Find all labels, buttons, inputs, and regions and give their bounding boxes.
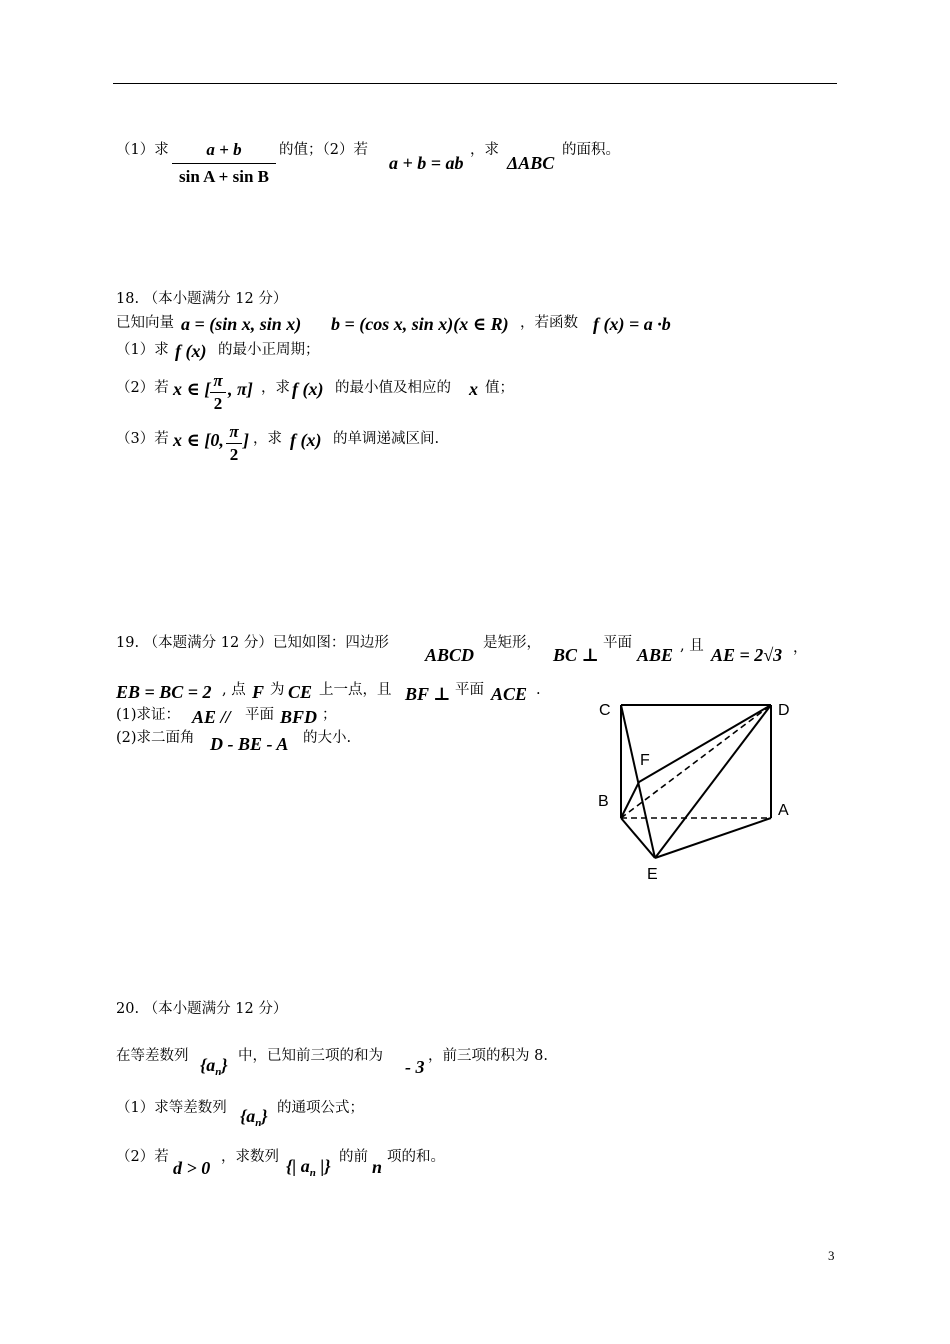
q20-p2-end: 项的和。 (387, 1149, 445, 1165)
q18-p2-f: f (x) (292, 379, 324, 399)
q19-p1-bfd: BFD (280, 707, 318, 727)
q20-p1-seq-a: {a (240, 1106, 256, 1126)
q18-p2-mid: ，求 (261, 380, 290, 396)
edge-fd (639, 705, 771, 782)
q20-p1-seq (240, 1107, 268, 1129)
q20-neg3: - 3 (405, 1057, 425, 1077)
q18-vector-b: b = (cos x, sin x)(x ∈ R) (331, 314, 509, 334)
q19-p1-prefix: (1)求证： (116, 707, 181, 723)
q19-p1-ae: AE // (192, 707, 231, 727)
edge-ce (621, 705, 655, 858)
q18-heading: 18. （本小题满分 12 分） (116, 291, 288, 307)
q19-p2-angle: D - BE - A (210, 734, 289, 754)
q20-abs-seq-close: |} (315, 1156, 331, 1176)
q19-plane-word: 平面 (603, 635, 632, 651)
q19-p1-end: ； (322, 707, 337, 723)
q18-vector-a: a = (sin x, sin x) (181, 314, 302, 334)
q20-p2-prefix: （2）若 (116, 1149, 169, 1165)
q20-p1-seq-close: } (261, 1106, 268, 1126)
edge-de (655, 705, 771, 858)
q20-cond: d > 0 (173, 1158, 211, 1178)
q19-on-word: 为 (270, 682, 285, 698)
q18-p3-prefix: （3）若 (116, 431, 169, 447)
q18-p2-end: 值； (485, 380, 514, 396)
q19-bc-perp: BC ⊥ (553, 645, 599, 665)
edge-ae (655, 818, 771, 858)
q19-ae-comma: ， (793, 640, 808, 656)
q19-p2-prefix: (2)求二面角 (116, 730, 195, 746)
q20-p2-text: 的前 (339, 1149, 368, 1165)
q18-p3-two: 2 (229, 445, 239, 464)
q18-p2-prefix: （2）若 (116, 380, 169, 396)
q19-p2-end: 的大小. (303, 730, 352, 746)
q19-abcd: ABCD (425, 645, 475, 665)
label-f: F (640, 752, 650, 769)
q19-ace: ACE (491, 684, 528, 704)
q19-is-rect: 是矩形， (483, 635, 541, 651)
q20-n-var: n (372, 1157, 383, 1177)
q17-part1-prefix: （1）求 (116, 142, 169, 158)
q19-abe: ABE (637, 645, 674, 665)
q20-p1-seq-sub: n (255, 1117, 262, 1129)
q17-frac-num: a + b (206, 140, 242, 159)
q20-abs-seq-a: {| a (286, 1156, 310, 1176)
q18-intro-mid: ，若函数 (520, 315, 578, 331)
q20-p1-end: 的通项公式； (277, 1100, 364, 1116)
q20-seq (200, 1056, 228, 1078)
page-number: 3 (828, 1248, 835, 1263)
q18-p3-close: ] (243, 430, 249, 450)
q19-bf-perp: BF ⊥ (405, 684, 451, 704)
q20-abs-seq-sub: n (309, 1167, 316, 1179)
q19-f-var: F (252, 682, 265, 702)
q20-seq-close: } (221, 1055, 228, 1075)
edge-bf (621, 782, 639, 818)
q20-seq-sub: n (215, 1066, 222, 1078)
q19-p1-plane: 平面 (245, 707, 274, 723)
q19-ae: AE = 2√3 (711, 645, 783, 665)
q18-p2-xvar: x (469, 379, 478, 399)
q19-point-word: , 点 (222, 682, 246, 698)
q19-plane-word2: 平面 (455, 682, 484, 698)
q18-p3-mid: ，求 (253, 431, 282, 447)
q18-p2-tail: , π] (228, 379, 253, 399)
label-c: C (599, 702, 611, 719)
q20-intro-end: ，前三项的积为 8. (428, 1048, 548, 1064)
q19-and-word: , 且 (680, 638, 704, 654)
q19-ce: CE (288, 682, 313, 702)
q18-p1-prefix: （1）求 (116, 342, 169, 358)
q18-p3-end: 的单调递减区间. (333, 431, 440, 447)
q18-intro-prefix: 已知向量 (116, 315, 174, 331)
q20-seq-a: {a (200, 1055, 216, 1075)
q17-ask: ，求 (470, 142, 499, 158)
q20-abs-seq (286, 1157, 331, 1179)
q17-frac-den: sin A + sin B (178, 167, 269, 186)
q19-eb-bc: EB = BC = 2 (116, 682, 212, 702)
q17-triangle: ΔABC (507, 153, 555, 173)
q18-p2-text: 的最小值及相应的 (335, 380, 451, 396)
q18-p1-suffix: 的最小正周期； (218, 342, 320, 358)
q18-p2-two: 2 (213, 394, 223, 413)
q17-area-text: 的面积。 (562, 142, 620, 158)
q20-p2-mid: ，求数列 (221, 1149, 279, 1165)
q18-p1-f: f (x) (175, 341, 207, 361)
label-a: A (778, 802, 789, 819)
label-e: E (647, 866, 658, 883)
q18-p3-x: x ∈ [0, (173, 430, 224, 450)
q18-p3-pi: π (229, 422, 239, 441)
q20-heading: 20. （本小题满分 12 分） (116, 1001, 288, 1017)
q17-condition: a + b = ab (389, 153, 464, 173)
label-d: D (778, 702, 790, 719)
q18-p2-pi: π (213, 371, 223, 390)
q20-intro-prefix: 在等差数列 (116, 1048, 189, 1064)
q19-upper-point: 上一点，且 (319, 682, 392, 698)
q20-intro-mid: 中，已知前三项的和为 (238, 1048, 383, 1064)
q19-heading: 19. （本题满分 12 分）已知如图：四边形 (116, 635, 389, 651)
q18-p3-f: f (x) (290, 430, 322, 450)
q17-part1-suffix: 的值；（2）若 (279, 142, 368, 158)
q18-p2-x: x ∈ [ (173, 379, 211, 399)
q18-function: f (x) = a ·b (593, 314, 671, 334)
label-b: B (598, 793, 609, 810)
q20-p1-prefix: （1）求等差数列 (116, 1100, 227, 1116)
